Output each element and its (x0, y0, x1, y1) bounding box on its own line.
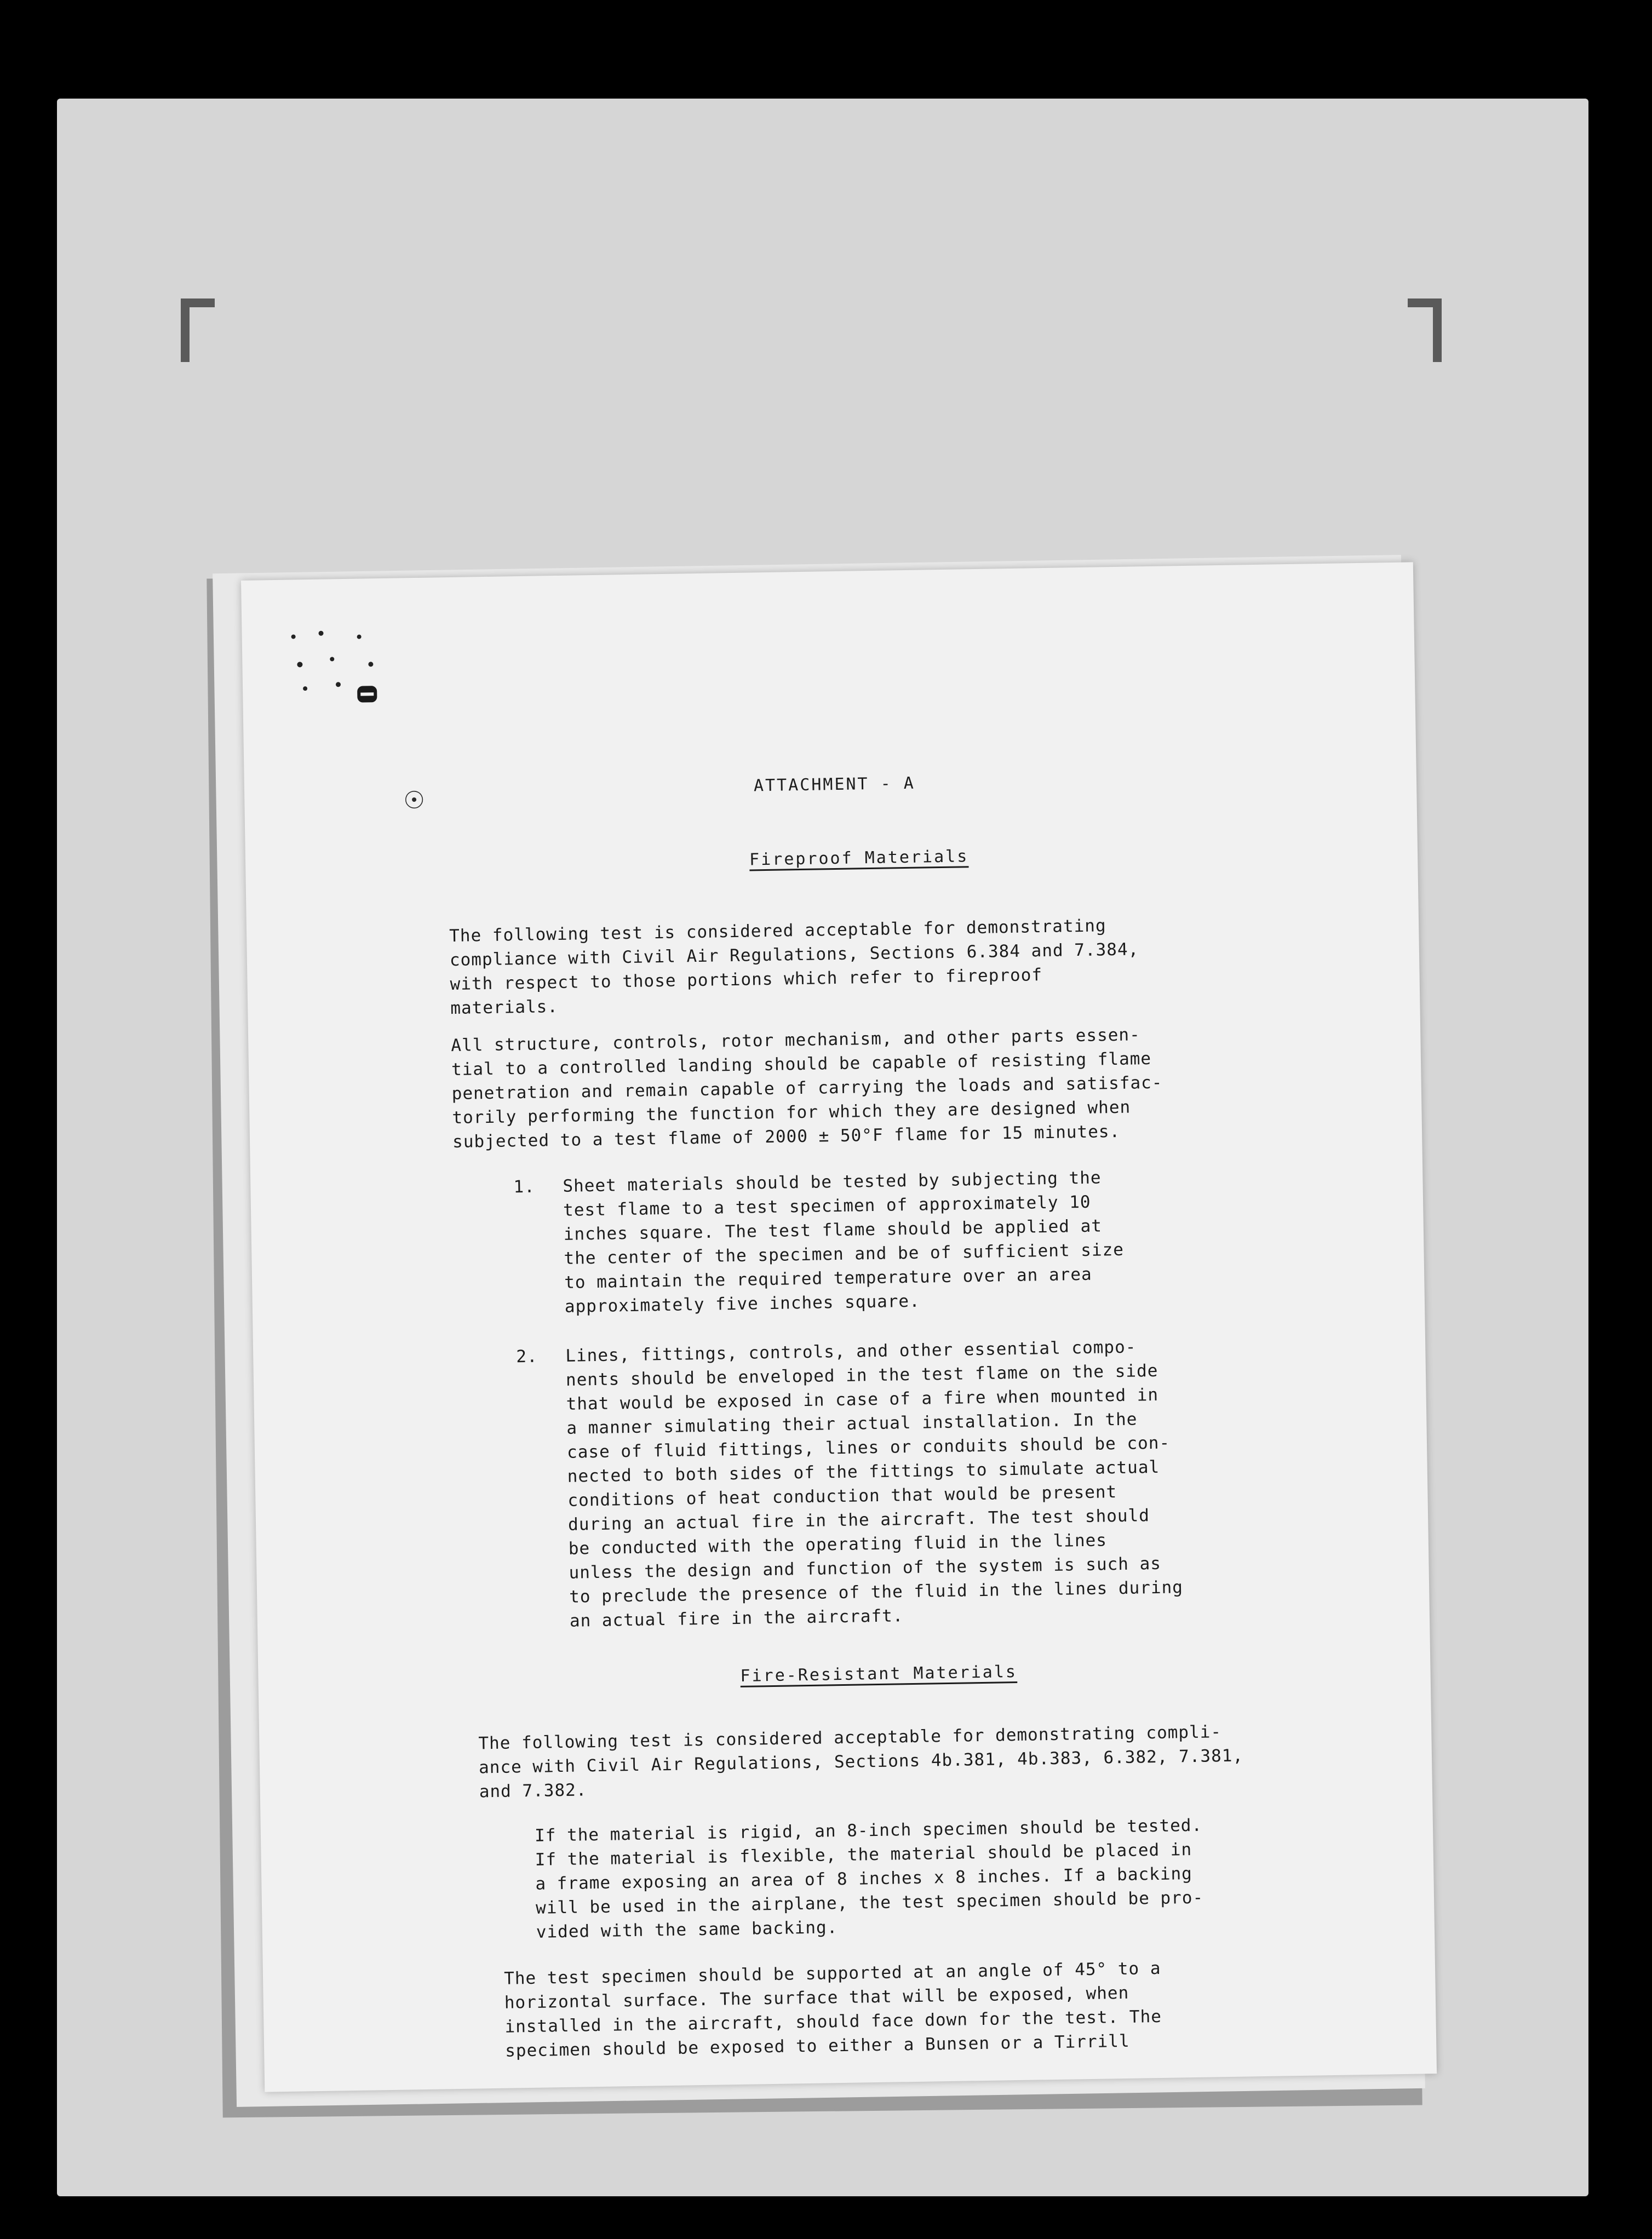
list-item-line: during an actual fire in the aircraft. The test should (567, 1506, 1150, 1535)
section1-intro-line: with respect to those portions which refer to fireproof (450, 965, 1043, 995)
section2-para2-line: will be used in the airplane, the test specimen should be pro- (535, 1887, 1204, 1918)
section1-para2-line: torily performing the function for which they are designed when (452, 1097, 1131, 1128)
section2-para3-line: installed in the aircraft, should face down for the test. The (504, 2006, 1162, 2037)
list-item-line: to maintain the required temperature over an area (564, 1264, 1092, 1293)
list-item-line: Lines, fittings, controls, and other essential compo- (565, 1337, 1137, 1366)
section1-para2-line: penetration and remain capable of carrying the loads and satisfac- (451, 1072, 1163, 1104)
list-item-line: be conducted with the operating fluid in the lines (568, 1530, 1108, 1559)
section1-para2-line: subjected to a test flame of 2000 ± 50°F flame for 15 minutes. (452, 1121, 1121, 1152)
section2-intro-line: ance with Civil Air Regulations, Sections 4b.381, 4b.383, 6.382, 7.381, (478, 1746, 1244, 1778)
list-item-line: that would be exposed in case of a fire when mounted in (566, 1385, 1159, 1414)
list-item-line: test flame to a test specimen of approximately 10 (563, 1192, 1091, 1220)
list-item-number: 2. (516, 1346, 538, 1367)
list-item-line: Sheet materials should be tested by subjecting the (563, 1168, 1102, 1196)
list-item-line: to preclude the presence of the fluid in the lines during (569, 1577, 1184, 1607)
list-item-line: approximately five inches square. (564, 1291, 921, 1317)
section2-para2-line: If the material is rigid, an 8-inch specimen should be tested. (534, 1815, 1203, 1846)
section1-para2-line: All structure, controls, rotor mechanism, and other parts essen- (451, 1025, 1140, 1056)
list-item-line: case of fluid fittings, lines or conduits should be con- (566, 1433, 1171, 1462)
section2-para2-line: a frame exposing an area of 8 inches x 8 inches. If a backing (535, 1864, 1193, 1894)
section2-intro-line: and 7.382. (479, 1780, 587, 1802)
section2-para2-line: vided with the same backing. (536, 1917, 838, 1942)
section-title-fireproof: Fireproof Materials (749, 847, 969, 870)
section1-intro-line: The following test is considered acceptable for demonstrating (449, 916, 1106, 946)
list-item-line: nents should be enveloped in the test flame on the side (565, 1360, 1158, 1390)
corner-scribble-icon: ☉ (403, 786, 426, 815)
list-item-line: conditions of heat conduction that would be present (567, 1482, 1117, 1511)
section1-para2-line: tial to a controlled landing should be capable of resisting flame (451, 1049, 1152, 1080)
section2-para3-line: The test specimen should be supported at an angle of 45° to a (503, 1958, 1161, 1989)
staple-icon (355, 682, 380, 707)
list-item-number: 1. (513, 1176, 536, 1197)
section2-para3-line: horizontal surface. The surface that will be exposed, when (504, 1983, 1129, 2013)
document-page (241, 562, 1437, 2092)
section-title-fire-resistant: Fire-Resistant Materials (740, 1662, 1018, 1686)
list-item-line: a manner simulating their actual installation. In the (566, 1409, 1138, 1438)
list-item-line: the center of the specimen and be of sufficient size (564, 1239, 1125, 1268)
list-item-line: nected to both sides of the fittings to simulate actual (567, 1457, 1160, 1486)
crop-mark-top-right (1408, 298, 1442, 362)
section1-intro-line: materials. (450, 997, 559, 1019)
list-item-line: unless the design and function of the system is such as (569, 1553, 1162, 1583)
section2-intro-line: The following test is considered acceptable for demonstrating compli- (478, 1722, 1222, 1754)
crop-mark-top-left (181, 298, 215, 362)
section2-para3-line: specimen should be exposed to either a Bunsen or a Tirrill (504, 2031, 1130, 2061)
section1-intro-line: compliance with Civil Air Regulations, Sections 6.384 and 7.384, (449, 939, 1139, 971)
attachment-header: ATTACHMENT - A (753, 773, 916, 796)
list-item-line: an actual fire in the aircraft. (569, 1606, 904, 1631)
list-item-line: inches square. The test flame should be applied at (563, 1216, 1103, 1244)
section2-para2-line: If the material is flexible, the material should be placed in (535, 1840, 1192, 1870)
